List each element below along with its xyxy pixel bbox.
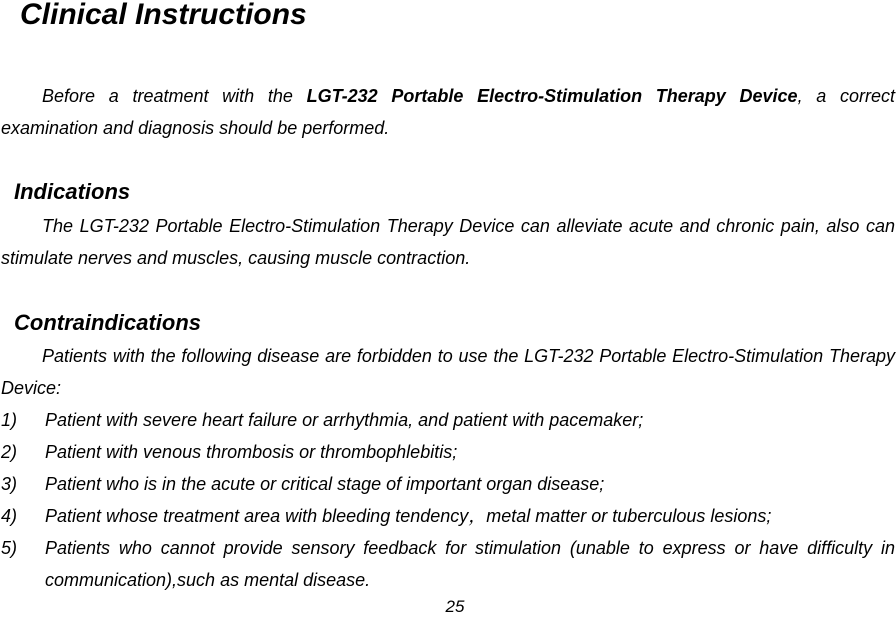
list-item-text: Patient whose treatment area with bleeding tendency，metal matter or tuberculous lesions; bbox=[45, 506, 772, 526]
list-item-text: Patient with severe heart failure or arrhythmia, and patient with pacemaker; bbox=[45, 410, 644, 430]
intro-text-before: Before a treatment with the bbox=[42, 86, 307, 106]
list-item bbox=[1, 404, 895, 436]
list-item-text: Patients who cannot provide sensory feedback for stimulation (unable to express or have difficulty in communication),such as mental disease. bbox=[45, 538, 895, 590]
page-number: 25 bbox=[445, 597, 465, 616]
intro-text-after: , a correct examination and diagnosis should be performed. bbox=[1, 86, 895, 138]
intro-paragraph bbox=[1, 80, 895, 144]
indications-heading: Indications bbox=[14, 179, 131, 204]
contraindications-list bbox=[1, 404, 895, 596]
list-item-number: 3) bbox=[1, 474, 18, 494]
list-item-number: 2) bbox=[1, 442, 18, 462]
list-item-number: 1) bbox=[1, 410, 18, 430]
indications-paragraph: The LGT-232 Portable Electro-Stimulation Therapy Device can alleviate acute and chronic pain, also can stimulate nerves and muscles, causing muscle contraction. bbox=[1, 216, 895, 268]
list-item-number: 4) bbox=[1, 506, 18, 526]
contraindications-heading: Contraindications bbox=[14, 310, 202, 335]
list-item bbox=[1, 532, 895, 596]
list-item bbox=[1, 436, 895, 468]
list-item-text: Patient who is in the acute or critical stage of important organ disease; bbox=[45, 474, 605, 494]
list-item bbox=[1, 500, 895, 532]
page-title: Clinical Instructions bbox=[20, 0, 307, 31]
contraindications-paragraph: Patients with the following disease are forbidden to use the LGT-232 Portable Electro-Stimulation Therapy Device: bbox=[1, 346, 895, 398]
list-item-number: 5) bbox=[1, 538, 18, 558]
list-item bbox=[1, 468, 895, 500]
device-name: LGT-232 Portable Electro-Stimulation Therapy Device bbox=[306, 86, 798, 106]
list-item-text: Patient with venous thrombosis or thrombophlebitis; bbox=[45, 442, 458, 462]
